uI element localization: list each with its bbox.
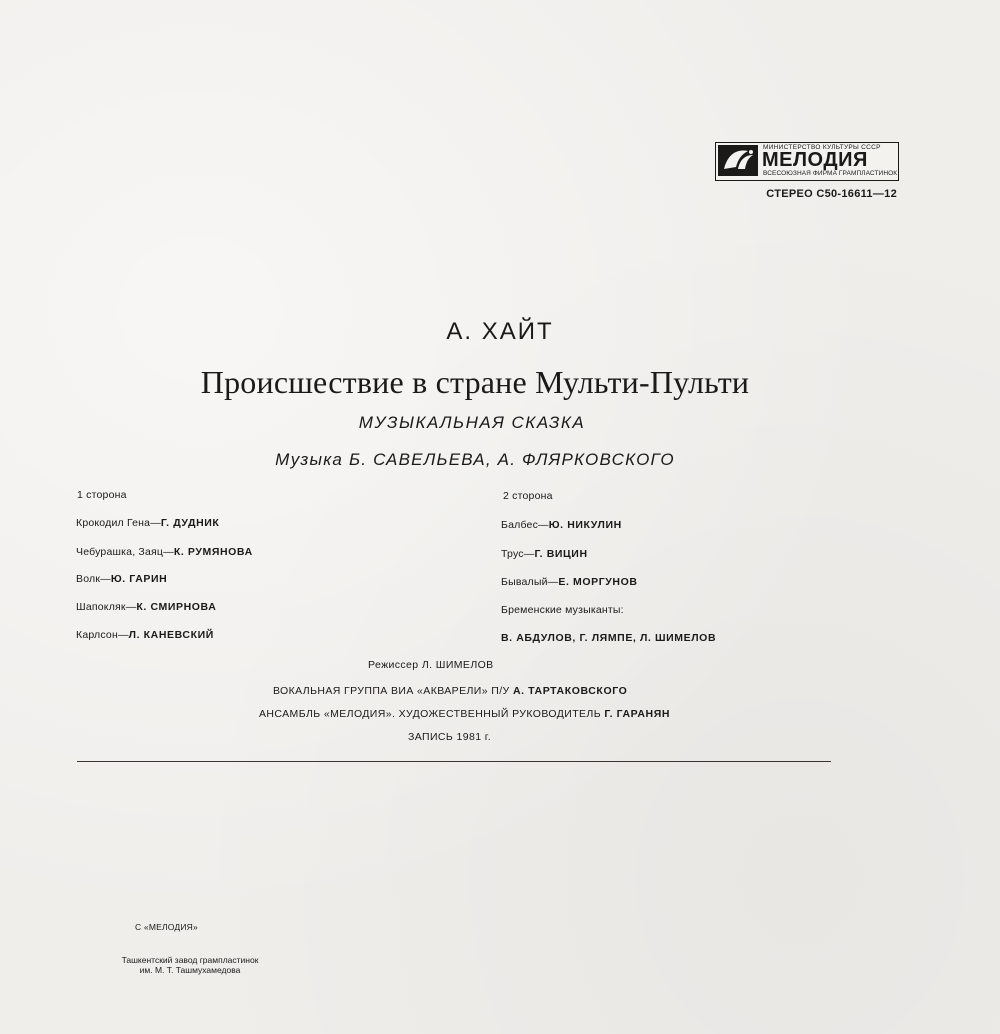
side2-heading: 2 сторона (503, 490, 553, 502)
cast-actor: Г. ДУДНИК (160, 517, 220, 529)
melodiya-emblem-icon (718, 145, 758, 176)
side1-cast-row (76, 573, 167, 585)
side2-group-members (501, 632, 716, 644)
cast-role: Шапокляк— (76, 601, 137, 613)
cast-actor: К. СМИРНОВА (136, 601, 217, 613)
side2-cast-row (501, 576, 638, 588)
cast-role: Балбес— (501, 519, 549, 531)
cast-actor: Е. МОРГУНОВ (558, 576, 638, 588)
copyright: С «МЕЛОДИЯ» (135, 922, 198, 932)
cast-actor: Л. КАНЕВСКИЙ (128, 629, 214, 641)
cast-role: Бывалый— (501, 576, 559, 588)
logo-brand-text: МЕЛОДИЯ (762, 149, 868, 171)
factory-line1: Ташкентский завод грампластинок (121, 955, 259, 965)
factory-line2: им. М. Т. Ташмухамедова (139, 965, 241, 975)
cast-actor: Г. ВИЦИН (534, 548, 588, 560)
vocal-credit (273, 685, 627, 697)
logo-ministry-text: МИНИСТЕРСТВО КУЛЬТУРЫ СССР (763, 144, 881, 151)
side1-cast-row (76, 517, 219, 529)
cast-actor: Ю. НИКУЛИН (548, 519, 622, 531)
side2-cast-row (501, 519, 622, 531)
vocal-label: ВОКАЛЬНАЯ ГРУППА ВИА «АКВАРЕЛИ» П/У (273, 685, 510, 697)
side2-cast-row (501, 548, 588, 560)
side1-cast-row (76, 546, 253, 558)
cast-actor: Ю. ГАРИН (110, 573, 168, 585)
recording-year: ЗАПИСЬ 1981 г. (408, 731, 492, 743)
side1-cast-row (76, 601, 216, 613)
director-name: Л. ШИМЕЛОВ (421, 659, 494, 671)
catalog-number: СТЕРЕО С50-16611—12 (766, 188, 897, 200)
composers: Музыка Б. САВЕЛЬЕВА, А. ФЛЯРКОВСКОГО (275, 450, 675, 469)
divider-line (77, 761, 831, 762)
cast-role: Волк— (76, 573, 111, 585)
cast-role: Чебурашка, Заяц— (76, 546, 174, 558)
album-subtitle: МУЗЫКАЛЬНАЯ СКАЗКА (358, 413, 586, 432)
cast-role: Крокодил Гена— (76, 517, 161, 529)
author: А. ХАЙТ (446, 318, 554, 345)
logo-company-text: ВСЕСОЮЗНАЯ ФИРМА ГРАМПЛАСТИНОК (763, 170, 898, 177)
vocal-leader: А. ТАРТАКОВСКОГО (512, 685, 628, 697)
cast-role: Трус— (501, 548, 535, 560)
side1-heading: 1 сторона (77, 489, 127, 501)
side2-group-label: Бременские музыканты: (501, 604, 624, 616)
ensemble-credit (259, 708, 670, 720)
director-label: Режиссер (368, 659, 419, 671)
cast-role: Карлсон— (76, 629, 129, 641)
ensemble-leader: Г. ГАРАНЯН (604, 708, 671, 720)
ensemble-label: АНСАМБЛЬ «МЕЛОДИЯ». ХУДОЖЕСТВЕННЫЙ РУКОВОДИТЕЛЬ (259, 708, 601, 720)
factory-info (100, 955, 280, 975)
director-credit (368, 659, 494, 671)
melodiya-logo (715, 142, 899, 181)
side1-cast-row (76, 629, 214, 641)
album-title: Происшествие в стране Мульти-Пульти (200, 364, 750, 400)
group-members: В. АБДУЛОВ, Г. ЛЯМПЕ, Л. ШИМЕЛОВ (501, 632, 717, 644)
cast-actor: К. РУМЯНОВА (173, 546, 253, 558)
